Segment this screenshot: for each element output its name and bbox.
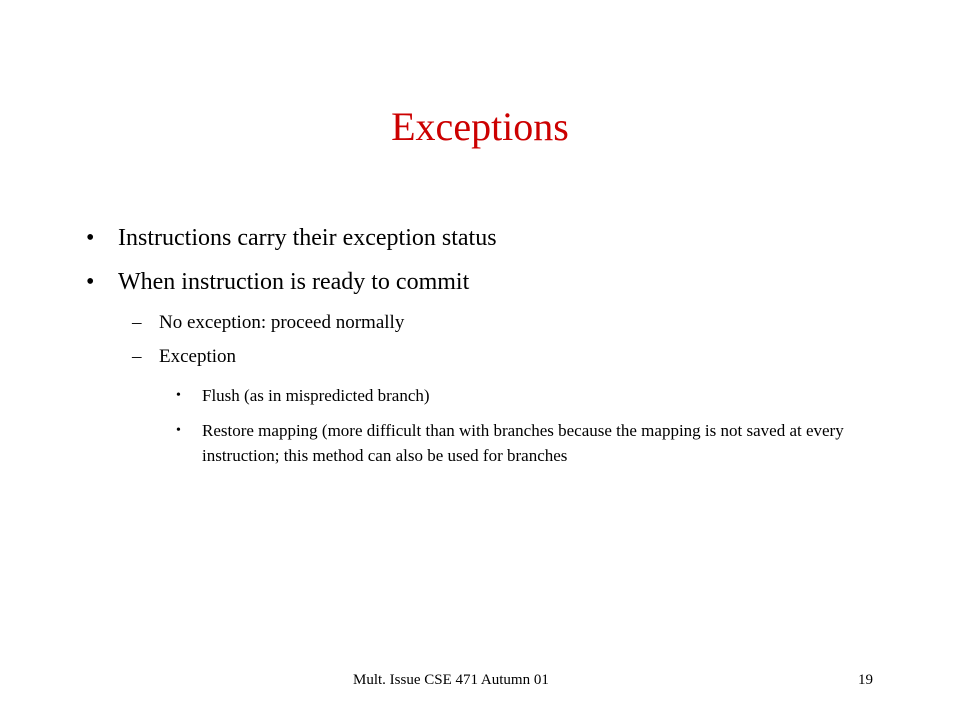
page-number: 19: [858, 672, 873, 688]
dash-marker: –: [132, 312, 142, 333]
footer-course-info: Mult. Issue CSE 471 Autumn 01: [353, 672, 549, 688]
bullet-marker: •: [176, 388, 181, 403]
dash-marker: –: [132, 346, 142, 367]
bullet-marker: •: [86, 269, 95, 295]
sub-bullet-text: Exception: [159, 346, 237, 367]
bullet-text: When instruction is ready to commit: [118, 269, 470, 295]
sub-sub-bullet-text: Restore mapping (more difficult than with branches because the mapping is not saved at every instruction; this method can also be used for branches: [202, 421, 844, 465]
sub-bullet-text: No exception: proceed normally: [159, 312, 405, 333]
sub-sub-bullet-text: Flush (as in mispredicted branch): [202, 386, 430, 405]
slide-title: Exceptions: [391, 104, 569, 149]
bullet-marker: •: [176, 423, 181, 438]
bullet-text: Instructions carry their exception status: [118, 225, 497, 251]
bullet-marker: •: [86, 225, 95, 251]
